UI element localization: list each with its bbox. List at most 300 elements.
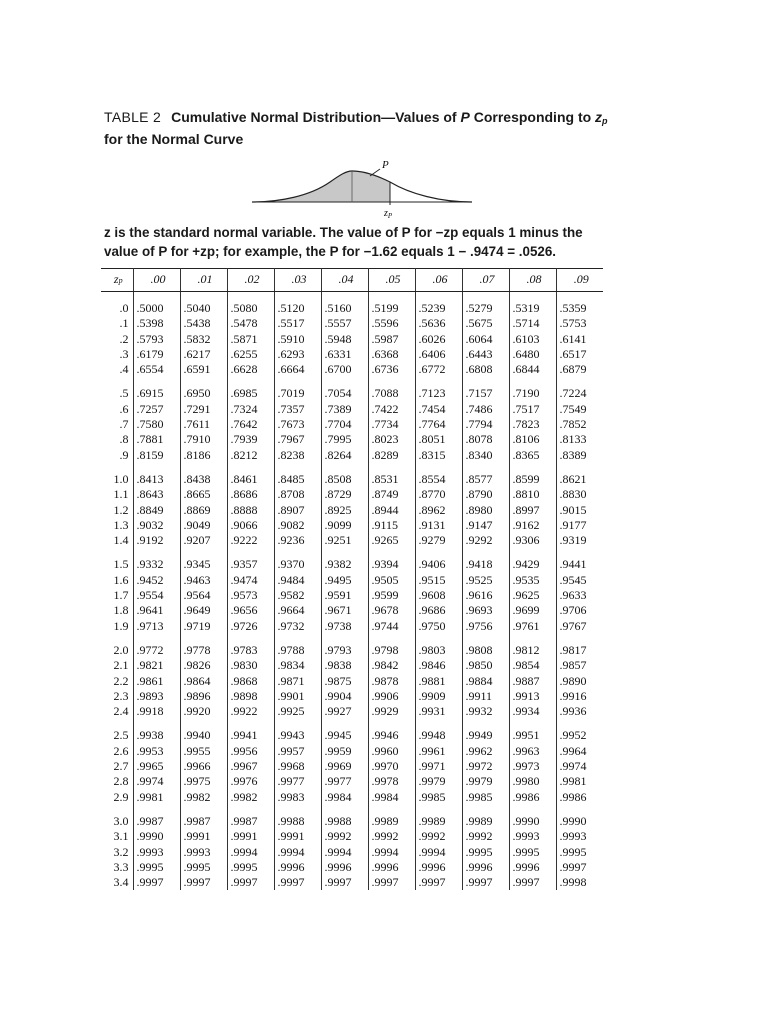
probability-cell: .7019 <box>274 386 321 401</box>
probability-cell: .6480 <box>509 347 556 362</box>
probability-cell: .6554 <box>133 362 180 377</box>
probability-cell: .9767 <box>559 618 587 633</box>
group-spacer <box>101 548 603 557</box>
z-value-cell: .1 <box>101 316 133 331</box>
probability-cell: .5199 <box>368 301 415 316</box>
table-row <box>101 386 603 401</box>
table-row <box>101 332 603 347</box>
table-row <box>101 487 603 502</box>
probability-cell: .9582 <box>274 588 321 603</box>
table-row <box>101 347 603 362</box>
probability-cell: .9920 <box>180 704 227 719</box>
spacer-cell <box>133 377 180 386</box>
probability-cell: .8599 <box>509 472 556 487</box>
spacer-cell <box>101 548 133 557</box>
probability-cell: .9251 <box>321 533 368 548</box>
probability-cell: .8186 <box>180 448 227 463</box>
probability-cell: .9997 <box>415 875 462 890</box>
spacer-cell <box>321 719 368 728</box>
probability-cell: .9977 <box>274 774 321 789</box>
probability-cell: .7088 <box>368 386 415 401</box>
probability-cell: .5319 <box>509 301 556 316</box>
probability-cell: .9938 <box>133 728 180 743</box>
probability-cell: .9177 <box>559 517 587 532</box>
table-caption: z is the standard normal variable. The value of P for −zp equals 1 minus the value of P for +zp; for example, the P for −1.62 equals 1 − .9474 = .0526. <box>104 225 583 259</box>
spacer-cell <box>368 292 415 302</box>
spacer-cell <box>368 805 415 814</box>
probability-cell: .9505 <box>368 573 415 588</box>
probability-cell: .9976 <box>227 774 274 789</box>
probability-cell: .7642 <box>227 417 274 432</box>
spacer-cell <box>101 463 133 472</box>
probability-cell: .7291 <box>180 402 227 417</box>
probability-cell: .7673 <box>274 417 321 432</box>
probability-cell: .9693 <box>462 603 509 618</box>
z-value-cell: .8 <box>101 432 133 447</box>
probability-cell: .7486 <box>462 402 509 417</box>
spacer-cell <box>509 805 556 814</box>
probability-cell: .9573 <box>227 588 274 603</box>
column-header: .04 <box>321 269 368 292</box>
probability-cell: .9988 <box>321 814 368 829</box>
probability-cell: .9049 <box>180 518 227 533</box>
probability-cell: .9987 <box>133 814 180 829</box>
probability-cell: .6443 <box>462 347 509 362</box>
probability-cell: .9082 <box>274 518 321 533</box>
probability-cell: .7881 <box>133 432 180 447</box>
table-row <box>101 432 603 447</box>
probability-cell: .9678 <box>368 603 415 618</box>
probability-cell: .9982 <box>227 790 274 805</box>
z-value-cell: 2.4 <box>101 704 133 719</box>
probability-cell: .9979 <box>462 774 509 789</box>
probability-cell: .6406 <box>415 347 462 362</box>
shaded-area-p <box>252 171 390 202</box>
spacer-cell <box>321 463 368 472</box>
probability-cell: .9857 <box>559 658 587 673</box>
spacer-cell <box>274 548 321 557</box>
probability-cell: .9382 <box>321 557 368 572</box>
probability-cell: .9993 <box>133 845 180 860</box>
probability-cell: .6064 <box>462 332 509 347</box>
probability-cell: .5793 <box>133 332 180 347</box>
probability-cell: .9772 <box>133 643 180 658</box>
probability-cell: .9990 <box>133 829 180 844</box>
probability-cell: .8289 <box>368 448 415 463</box>
probability-cell: .9997 <box>274 875 321 890</box>
probability-cell: .9115 <box>368 518 415 533</box>
probability-cell: .9803 <box>415 643 462 658</box>
probability-cell: .9890 <box>559 673 587 688</box>
probability-cell: .8577 <box>462 472 509 487</box>
probability-cell: .6293 <box>274 347 321 362</box>
probability-cell: .6700 <box>321 362 368 377</box>
probability-cell: .5675 <box>462 316 509 331</box>
table-row <box>101 875 603 890</box>
spacer-cell <box>274 719 321 728</box>
z-value-cell: 1.0 <box>101 472 133 487</box>
table-row <box>101 689 603 704</box>
probability-cell: .9871 <box>274 674 321 689</box>
probability-cell: .9962 <box>462 744 509 759</box>
probability-cell: .5160 <box>321 301 368 316</box>
probability-cell: .9995 <box>180 860 227 875</box>
probability-cell: .9996 <box>321 860 368 875</box>
probability-cell: .8830 <box>559 487 587 502</box>
probability-cell: .9515 <box>415 573 462 588</box>
spacer-cell <box>415 805 462 814</box>
probability-cell: .9147 <box>462 518 509 533</box>
spacer-cell <box>101 719 133 728</box>
probability-cell: .7054 <box>321 386 368 401</box>
probability-cell: .8078 <box>462 432 509 447</box>
z-value-cell: 2.0 <box>101 643 133 658</box>
group-spacer <box>101 292 603 302</box>
spacer-cell <box>368 719 415 728</box>
table-body <box>101 292 603 891</box>
probability-cell: .9946 <box>368 728 415 743</box>
probability-cell: .9975 <box>180 774 227 789</box>
probability-cell: .8023 <box>368 432 415 447</box>
probability-cell: .9995 <box>462 845 509 860</box>
probability-cell: .9783 <box>227 643 274 658</box>
probability-cell: .9756 <box>462 619 509 634</box>
probability-cell: .6950 <box>180 386 227 401</box>
probability-cell: .9656 <box>227 603 274 618</box>
spacer-cell <box>415 377 462 386</box>
probability-cell: .9953 <box>133 744 180 759</box>
probability-cell: .9906 <box>368 689 415 704</box>
probability-cell: .9817 <box>559 642 587 657</box>
probability-cell: .9884 <box>462 674 509 689</box>
probability-cell: .9332 <box>133 557 180 572</box>
probability-cell: .9971 <box>415 759 462 774</box>
probability-cell: .9808 <box>462 643 509 658</box>
probability-cell: .9319 <box>559 533 587 548</box>
z-value-cell: 2.6 <box>101 744 133 759</box>
z-value-cell: 2.2 <box>101 674 133 689</box>
spacer-cell <box>101 634 133 643</box>
probability-cell: .9964 <box>559 743 587 758</box>
probability-cell: .8212 <box>227 448 274 463</box>
probability-cell: .9793 <box>321 643 368 658</box>
z-value-cell: .4 <box>101 362 133 377</box>
spacer-cell <box>462 548 509 557</box>
table-row <box>101 790 603 805</box>
probability-cell: .6591 <box>180 362 227 377</box>
probability-cell: .9981 <box>133 790 180 805</box>
probability-cell: .9418 <box>462 557 509 572</box>
probability-cell: .9981 <box>559 774 587 789</box>
probability-cell: .7611 <box>180 417 227 432</box>
z-value-cell: .5 <box>101 386 133 401</box>
probability-cell: .9875 <box>321 674 368 689</box>
table-title-text-1: Cumulative Normal Distribution—Values of <box>171 109 461 125</box>
probability-cell: .9990 <box>509 814 556 829</box>
spacer-cell <box>180 805 227 814</box>
probability-cell: .9838 <box>321 658 368 673</box>
probability-cell: .9996 <box>274 860 321 875</box>
column-header: .09 <box>556 269 603 292</box>
probability-cell: .8264 <box>321 448 368 463</box>
z-value-cell: 1.6 <box>101 573 133 588</box>
probability-cell: .9131 <box>415 518 462 533</box>
probability-cell: .8106 <box>509 432 556 447</box>
probability-cell: .9997 <box>462 875 509 890</box>
probability-cell: .9992 <box>462 829 509 844</box>
probability-cell: .7967 <box>274 432 321 447</box>
spacer-cell <box>133 805 180 814</box>
spacer-cell <box>556 377 603 386</box>
probability-cell: .9997 <box>321 875 368 890</box>
probability-cell: .8790 <box>462 487 509 502</box>
normal-curve-figure <box>240 158 480 224</box>
probability-cell: .8810 <box>509 487 556 502</box>
probability-cell: .9279 <box>415 533 462 548</box>
probability-cell: .9706 <box>559 603 587 618</box>
probability-cell: .9992 <box>415 829 462 844</box>
probability-cell: .8944 <box>368 503 415 518</box>
table-row <box>101 448 603 463</box>
table-row <box>101 759 603 774</box>
zp-label-sub: P <box>387 212 393 220</box>
probability-cell: .9463 <box>180 573 227 588</box>
probability-cell: .8389 <box>559 447 587 462</box>
probability-cell: .8708 <box>274 487 321 502</box>
probability-cell: .5753 <box>559 316 587 331</box>
probability-cell: .7910 <box>180 432 227 447</box>
probability-cell: .9664 <box>274 603 321 618</box>
spacer-cell <box>462 463 509 472</box>
probability-cell: .9943 <box>274 728 321 743</box>
table-row <box>101 362 603 377</box>
z-value-cell: 2.5 <box>101 728 133 743</box>
table-row <box>101 774 603 789</box>
group-spacer <box>101 463 603 472</box>
probability-cell: .5359 <box>559 301 587 315</box>
spacer-cell <box>101 292 133 302</box>
z-value-cell: 1.7 <box>101 588 133 603</box>
probability-cell: .9162 <box>509 518 556 533</box>
table-row <box>101 573 603 588</box>
probability-cell: .9861 <box>133 674 180 689</box>
probability-cell: .7823 <box>509 417 556 432</box>
table-row <box>101 533 603 548</box>
probability-cell: .9726 <box>227 619 274 634</box>
probability-cell: .9996 <box>368 860 415 875</box>
probability-cell: .9821 <box>133 658 180 673</box>
probability-cell: .6628 <box>227 362 274 377</box>
spacer-cell <box>509 634 556 643</box>
probability-cell: .9995 <box>509 845 556 860</box>
spacer-cell <box>415 292 462 302</box>
probability-cell: .9913 <box>509 689 556 704</box>
probability-cell: .9854 <box>509 658 556 673</box>
probability-cell: .9995 <box>559 844 587 859</box>
probability-cell: .5636 <box>415 316 462 331</box>
table-title-text-2: Corresponding to <box>469 109 596 125</box>
probability-cell: .9987 <box>227 814 274 829</box>
probability-cell: .9898 <box>227 689 274 704</box>
probability-cell: .9997 <box>559 859 587 874</box>
probability-cell: .5871 <box>227 332 274 347</box>
probability-cell: .9968 <box>274 759 321 774</box>
column-header: .07 <box>462 269 509 292</box>
probability-cell: .9940 <box>180 728 227 743</box>
spacer-cell <box>274 463 321 472</box>
probability-cell: .6026 <box>415 332 462 347</box>
probability-cell: .9991 <box>227 829 274 844</box>
probability-cell: .9948 <box>415 728 462 743</box>
probability-cell: .7852 <box>559 417 587 432</box>
probability-cell: .9896 <box>180 689 227 704</box>
spacer-cell <box>556 463 603 472</box>
probability-cell: .7190 <box>509 386 556 401</box>
probability-cell: .9032 <box>133 518 180 533</box>
probability-cell: .7257 <box>133 402 180 417</box>
probability-cell: .9744 <box>368 619 415 634</box>
probability-cell: .9099 <box>321 518 368 533</box>
probability-cell: .8686 <box>227 487 274 502</box>
probability-cell: .7123 <box>415 386 462 401</box>
probability-cell: .9994 <box>368 845 415 860</box>
probability-cell: .7939 <box>227 432 274 447</box>
spacer-cell <box>321 548 368 557</box>
table-row <box>101 674 603 689</box>
probability-cell: .9554 <box>133 588 180 603</box>
z-value-cell: 3.2 <box>101 845 133 860</box>
probability-cell: .9738 <box>321 619 368 634</box>
probability-cell: .9957 <box>274 744 321 759</box>
probability-cell: .8621 <box>559 471 587 486</box>
probability-cell: .9994 <box>321 845 368 860</box>
probability-cell: .9394 <box>368 557 415 572</box>
probability-cell: .9989 <box>462 814 509 829</box>
probability-cell: .5239 <box>415 301 462 316</box>
probability-cell: .6879 <box>559 362 587 377</box>
spacer-cell <box>415 463 462 472</box>
probability-cell: .8770 <box>415 487 462 502</box>
probability-cell: .9980 <box>509 774 556 789</box>
probability-cell: .5832 <box>180 332 227 347</box>
probability-cell: .8485 <box>274 472 321 487</box>
probability-cell: .9945 <box>321 728 368 743</box>
column-header: .02 <box>227 269 274 292</box>
probability-cell: .9969 <box>321 759 368 774</box>
probability-cell: .6141 <box>559 331 587 346</box>
probability-cell: .8238 <box>274 448 321 463</box>
probability-cell: .6736 <box>368 362 415 377</box>
probability-cell: .7454 <box>415 402 462 417</box>
column-header: .05 <box>368 269 415 292</box>
probability-cell: .9972 <box>462 759 509 774</box>
probability-cell: .9973 <box>509 759 556 774</box>
spacer-cell <box>133 634 180 643</box>
probability-cell: .9474 <box>227 573 274 588</box>
probability-cell: .8159 <box>133 448 180 463</box>
probability-cell: .8531 <box>368 472 415 487</box>
probability-cell: .9750 <box>415 619 462 634</box>
spacer-cell <box>321 805 368 814</box>
spacer-cell <box>321 377 368 386</box>
probability-cell: .9955 <box>180 744 227 759</box>
probability-cell: .7357 <box>274 402 321 417</box>
probability-cell: .9993 <box>509 829 556 844</box>
probability-cell: .5948 <box>321 332 368 347</box>
z-value-cell: 3.0 <box>101 814 133 829</box>
probability-cell: .9066 <box>227 518 274 533</box>
probability-cell: .9927 <box>321 704 368 719</box>
probability-cell: .9988 <box>274 814 321 829</box>
probability-cell: .9207 <box>180 533 227 548</box>
z-value-cell: 3.3 <box>101 860 133 875</box>
probability-cell: .5398 <box>133 316 180 331</box>
probability-cell: .9931 <box>415 704 462 719</box>
z-value-cell: .9 <box>101 448 133 463</box>
table-row <box>101 588 603 603</box>
spacer-cell <box>368 377 415 386</box>
probability-cell: .9370 <box>274 557 321 572</box>
probability-cell: .6368 <box>368 347 415 362</box>
probability-cell: .9909 <box>415 689 462 704</box>
probability-cell: .5279 <box>462 301 509 316</box>
probability-cell: .9929 <box>368 704 415 719</box>
table-row <box>101 704 603 719</box>
probability-cell: .9982 <box>180 790 227 805</box>
z-value-cell: 1.5 <box>101 557 133 572</box>
probability-cell: .5000 <box>133 301 180 316</box>
z-value-cell: 1.1 <box>101 487 133 502</box>
probability-cell: .9932 <box>462 704 509 719</box>
probability-cell: .5120 <box>274 301 321 316</box>
spacer-cell <box>415 719 462 728</box>
spacer-cell <box>368 463 415 472</box>
probability-cell: .6517 <box>559 346 587 361</box>
probability-cell: .9922 <box>227 704 274 719</box>
probability-cell: .8925 <box>321 503 368 518</box>
spacer-cell <box>274 377 321 386</box>
probability-cell: .9846 <box>415 658 462 673</box>
probability-cell: .6915 <box>133 386 180 401</box>
probability-cell: .9441 <box>559 557 587 572</box>
spacer-cell <box>227 634 274 643</box>
probability-cell: .9599 <box>368 588 415 603</box>
probability-cell: .6179 <box>133 347 180 362</box>
probability-cell: .8907 <box>274 503 321 518</box>
probability-cell: .6103 <box>509 332 556 347</box>
probability-cell: .9608 <box>415 588 462 603</box>
probability-cell: .9015 <box>559 502 587 517</box>
probability-cell: .9934 <box>509 704 556 719</box>
group-spacer <box>101 377 603 386</box>
probability-cell: .8365 <box>509 448 556 463</box>
table-row <box>101 301 603 316</box>
probability-cell: .9983 <box>274 790 321 805</box>
header-corner <box>101 269 133 292</box>
probability-cell: .9963 <box>509 744 556 759</box>
probability-cell: .9995 <box>133 860 180 875</box>
probability-cell: .5080 <box>227 301 274 316</box>
spacer-cell <box>368 634 415 643</box>
probability-cell: .9911 <box>462 689 509 704</box>
z-value-cell: 3.1 <box>101 829 133 844</box>
spacer-cell <box>227 463 274 472</box>
table-row <box>101 643 603 658</box>
probability-cell: .9591 <box>321 588 368 603</box>
probability-cell: .9967 <box>227 759 274 774</box>
probability-cell: .8133 <box>559 432 587 447</box>
probability-cell: .9970 <box>368 759 415 774</box>
